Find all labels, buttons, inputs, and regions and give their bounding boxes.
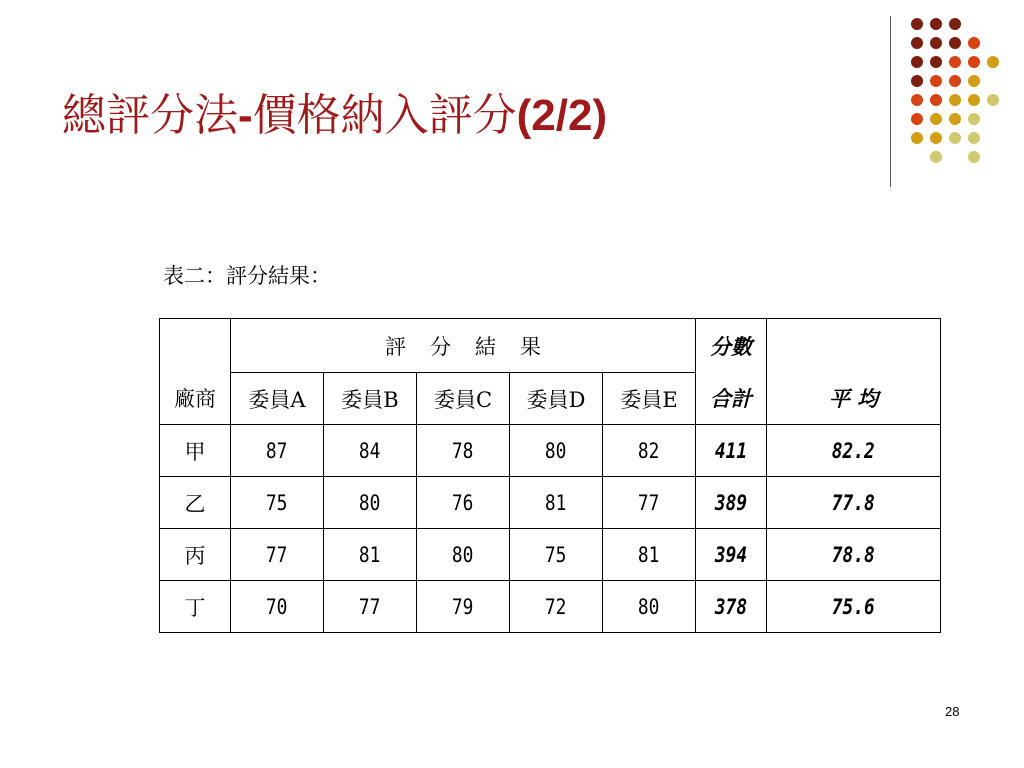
average-cell: [767, 477, 941, 529]
score-value: 70: [266, 594, 288, 619]
dot: [930, 132, 942, 144]
total-value: 389: [714, 490, 748, 515]
average-header: 平 均: [767, 373, 941, 425]
score-cell: [324, 529, 417, 581]
vendor-cell: 丙: [160, 529, 231, 581]
committee-header-b: 委員B: [324, 373, 417, 425]
table-row: [160, 529, 941, 581]
dot: [968, 132, 980, 144]
total-cell: [696, 425, 767, 477]
dot: [949, 75, 961, 87]
dot: [949, 18, 961, 30]
score-cell: [417, 529, 510, 581]
dot: [930, 56, 942, 68]
title-part-3: (2/2): [516, 91, 608, 140]
score-cell: [417, 581, 510, 633]
score-value: 80: [638, 594, 660, 619]
table-row: [160, 425, 941, 477]
dot: [911, 113, 923, 125]
header-corner-cell: [160, 319, 231, 373]
score-value: 72: [545, 594, 567, 619]
score-cell: [510, 581, 603, 633]
score-cell: [510, 425, 603, 477]
score-value: 80: [545, 438, 567, 463]
dot: [987, 94, 999, 106]
score-cell: [603, 529, 696, 581]
dot: [930, 94, 942, 106]
score-value: 81: [359, 542, 381, 567]
dot: [987, 56, 999, 68]
vendor-cell: 丁: [160, 581, 231, 633]
score-value: 75: [545, 542, 567, 567]
score-cell: [417, 477, 510, 529]
vendor-header: 廠商: [160, 373, 231, 425]
score-cell: [324, 425, 417, 477]
dot: [911, 132, 923, 144]
page-number: 28: [945, 704, 960, 719]
average-value: 82.2: [831, 438, 875, 463]
score-table: [159, 318, 941, 633]
total-cell: [696, 581, 767, 633]
total-cell: [696, 529, 767, 581]
average-cell: [767, 425, 941, 477]
dot: [949, 132, 961, 144]
committee-header-c: 委員C: [417, 373, 510, 425]
dot: [949, 113, 961, 125]
total-cell: [696, 477, 767, 529]
table-caption: 表二：評分結果：: [163, 264, 331, 288]
score-value: 81: [545, 490, 567, 515]
score-cell: [231, 425, 324, 477]
average-value: 75.6: [831, 594, 875, 619]
score-value: 77: [359, 594, 381, 619]
score-value: 80: [452, 542, 474, 567]
dot: [930, 151, 942, 163]
dot: [968, 56, 980, 68]
dot: [968, 75, 980, 87]
table-row: [160, 581, 941, 633]
score-cell: [231, 581, 324, 633]
score-value: 75: [266, 490, 288, 515]
dot: [911, 56, 923, 68]
dot: [949, 56, 961, 68]
score-cell: [510, 529, 603, 581]
table-header-row-2: [160, 373, 941, 425]
score-cell: [231, 477, 324, 529]
committee-header-e: 委員E: [603, 373, 696, 425]
score-value: 76: [452, 490, 474, 515]
average-cell: [767, 581, 941, 633]
dot: [968, 151, 980, 163]
dot: [930, 37, 942, 49]
average-value: 78.8: [831, 542, 875, 567]
dot: [930, 18, 942, 30]
committee-header-d: 委員D: [510, 373, 603, 425]
dot: [911, 37, 923, 49]
total-value: 394: [714, 542, 748, 567]
total-header-top: 分數: [696, 319, 767, 373]
table-header-row-1: [160, 319, 941, 373]
dot: [911, 18, 923, 30]
vendor-cell: 乙: [160, 477, 231, 529]
dot: [949, 37, 961, 49]
title-part-1: 總評分法: [62, 90, 238, 141]
slide-title: [62, 86, 607, 146]
score-value: 81: [638, 542, 660, 567]
score-value: 82: [638, 438, 660, 463]
dot: [911, 75, 923, 87]
average-header-top: [767, 319, 941, 373]
total-header-bottom: 合計: [696, 373, 767, 425]
dot: [968, 37, 980, 49]
score-value: 79: [452, 594, 474, 619]
total-value: 378: [714, 594, 748, 619]
dot: [968, 113, 980, 125]
score-cell: [324, 581, 417, 633]
group-header-cell: [231, 319, 696, 373]
score-value: 78: [452, 438, 474, 463]
group-header: 評分結果: [385, 334, 565, 359]
decorative-dots-icon: [907, 16, 1017, 166]
vendor-cell: 甲: [160, 425, 231, 477]
table-row: [160, 477, 941, 529]
dot: [930, 75, 942, 87]
title-part-2: 價格納入評分: [252, 90, 517, 141]
dot: [949, 94, 961, 106]
average-cell: [767, 529, 941, 581]
dot: [930, 113, 942, 125]
score-cell: [603, 425, 696, 477]
divider-line: [890, 16, 891, 187]
score-value: 77: [638, 490, 660, 515]
title-dash: -: [238, 91, 253, 140]
score-cell: [417, 425, 510, 477]
score-cell: [603, 477, 696, 529]
score-cell: [324, 477, 417, 529]
dot: [968, 94, 980, 106]
score-value: 84: [359, 438, 381, 463]
score-value: 87: [266, 438, 288, 463]
score-value: 80: [359, 490, 381, 515]
score-cell: [231, 529, 324, 581]
total-value: 411: [714, 438, 748, 463]
score-value: 77: [266, 542, 288, 567]
score-cell: [603, 581, 696, 633]
average-value: 77.8: [831, 490, 875, 515]
dot: [911, 94, 923, 106]
committee-header-a: 委員A: [231, 373, 324, 425]
score-cell: [510, 477, 603, 529]
